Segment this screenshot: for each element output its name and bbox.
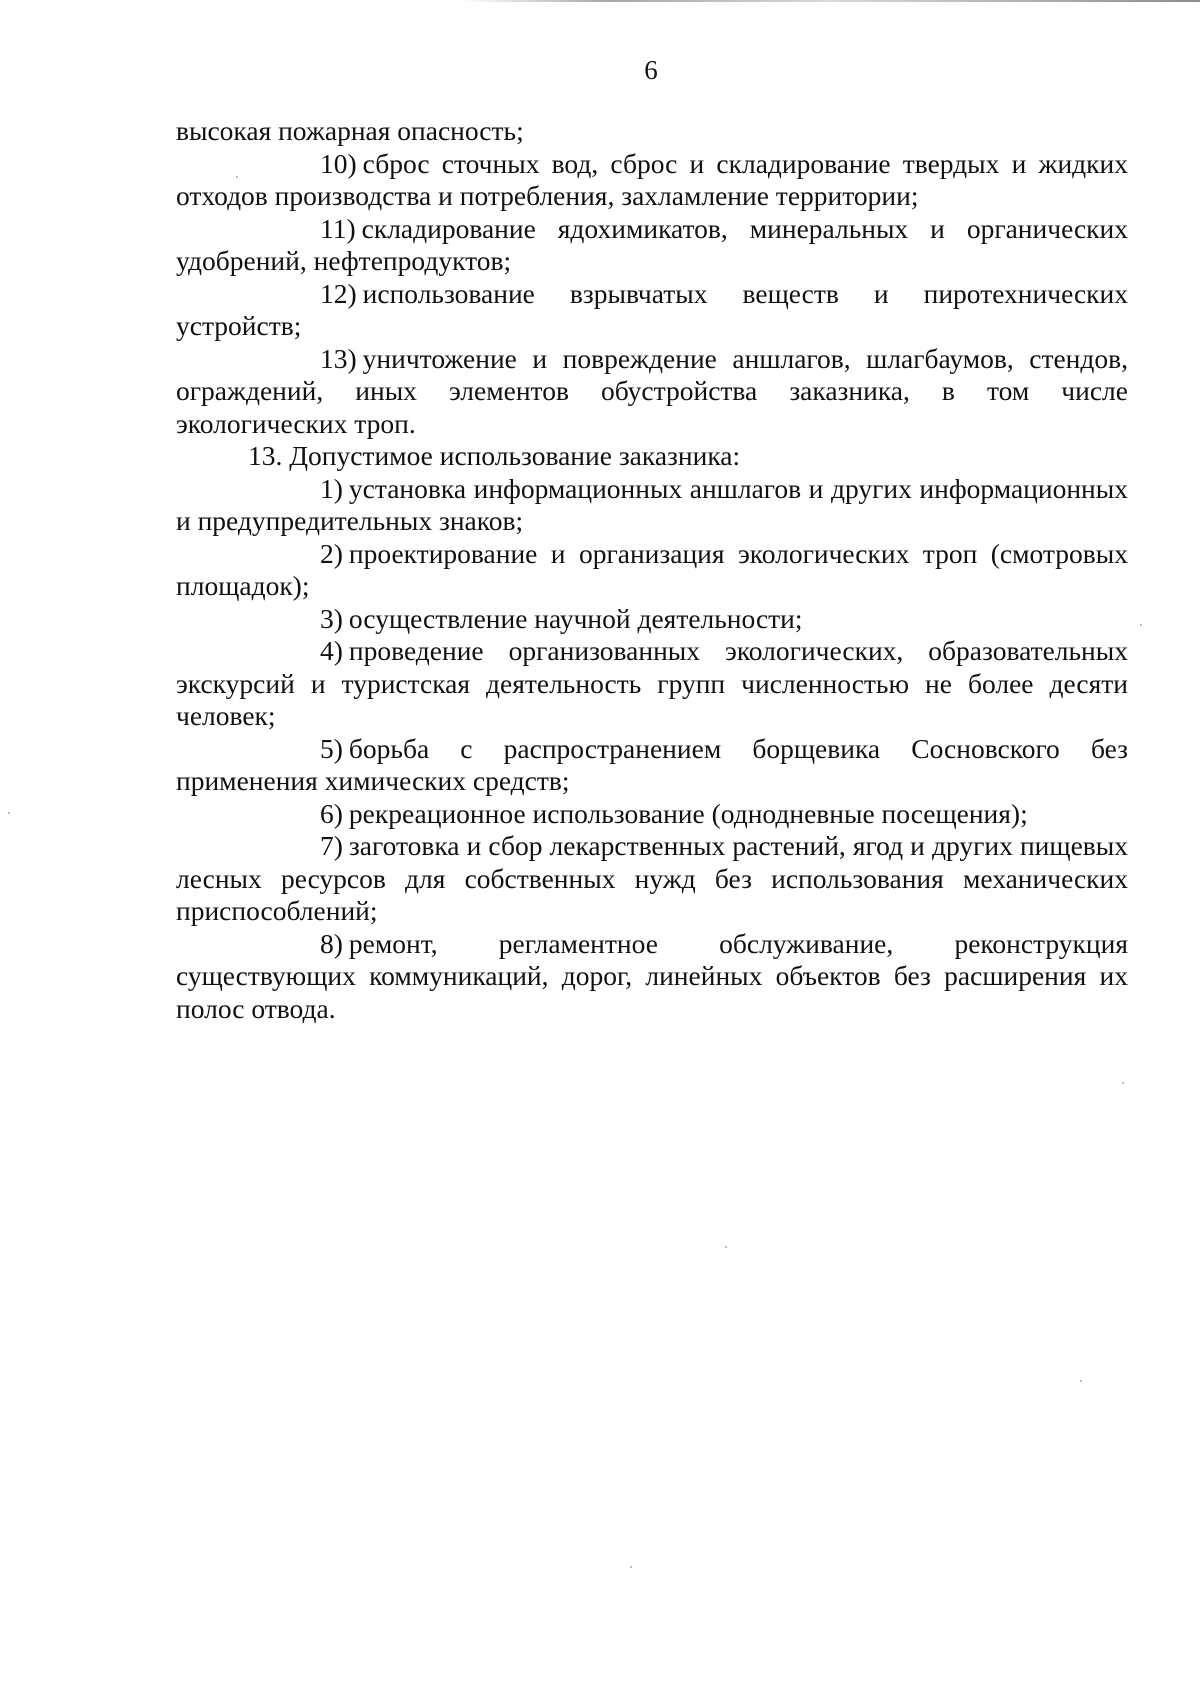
list-item-text: ремонт, регламентное обслуживание, реконструкция существующих коммуникаций, дорог, линейных объектов без расширения их полос отвода. (176, 927, 1128, 1024)
scan-speck (630, 1566, 632, 1568)
list-number: 5) (320, 732, 343, 764)
list-number: 7) (320, 830, 343, 861)
list-number: 2) (320, 537, 343, 569)
allowed-item-3 (176, 603, 1128, 636)
list-item-text: осуществление научной деятельности; (348, 602, 803, 634)
list-item-13 (176, 343, 1128, 441)
document-body (176, 115, 1128, 1025)
list-item-12 (176, 278, 1128, 343)
list-number: 12) (320, 277, 357, 309)
list-item-text: уничтожение и повреждение аншлагов, шлагбаумов, стендов, ограждений, иных элементов обустройства заказника, в том числе экологических троп. (176, 342, 1128, 439)
scan-speck (8, 812, 10, 814)
list-item-text: сброс сточных вод, сброс и складирование твердых и жидких отходов производства и потребления, захламление территории; (176, 147, 1128, 211)
scan-speck (1140, 624, 1142, 626)
allowed-item-8 (176, 928, 1128, 1026)
scan-edge-line (460, 0, 1200, 2)
allowed-item-5 (176, 733, 1128, 798)
allowed-item-7 (176, 830, 1128, 928)
list-item-text: складирование ядохимикатов, минеральных и органических удобрений, нефтепродуктов; (176, 212, 1128, 276)
list-item-text: установка информационных аншлагов и других информационных и предупредительных знаков; (176, 472, 1128, 536)
list-item-text: проведение организованных экологических, образовательных экскурсий и туристская деятельность групп численностью не более десяти человек; (176, 635, 1128, 731)
list-number: 6) (320, 797, 343, 829)
list-item-11 (176, 213, 1128, 278)
list-number: 3) (320, 602, 343, 634)
list-number: 10) (320, 147, 357, 179)
section-heading: 13. Допустимое использование заказника: (248, 440, 741, 471)
scan-speck (236, 176, 238, 178)
list-item-10 (176, 148, 1128, 213)
allowed-item-1 (176, 473, 1128, 538)
allowed-item-6 (176, 798, 1128, 831)
list-item-text: борьба с распространением борщевика Сосновского без применения химических средств; (176, 732, 1128, 796)
page-number: 6 (644, 55, 658, 85)
list-number: 11) (320, 212, 356, 244)
list-number: 4) (320, 635, 343, 666)
list-number: 8) (320, 927, 343, 959)
allowed-item-2 (176, 538, 1128, 603)
allowed-item-4 (176, 635, 1128, 733)
scan-speck (1080, 1380, 1082, 1382)
list-item-text: использование взрывчатых веществ и пиротехнических устройств; (176, 277, 1128, 341)
scan-speck (725, 1246, 727, 1248)
paragraph-continuation: высокая пожарная опасность; (176, 115, 524, 146)
list-item-text: проектирование и организация экологических троп (смотровых площадок); (176, 537, 1128, 601)
list-item-text: рекреационное использование (однодневные посещения); (348, 797, 1028, 829)
list-number: 1) (320, 472, 343, 504)
list-item-text: заготовка и сбор лекарственных растений, ягод и других пищевых лесных ресурсов для собственных нужд без использования механических приспособлений; (176, 830, 1128, 926)
list-number: 13) (320, 342, 357, 374)
scan-speck (1122, 1082, 1124, 1084)
